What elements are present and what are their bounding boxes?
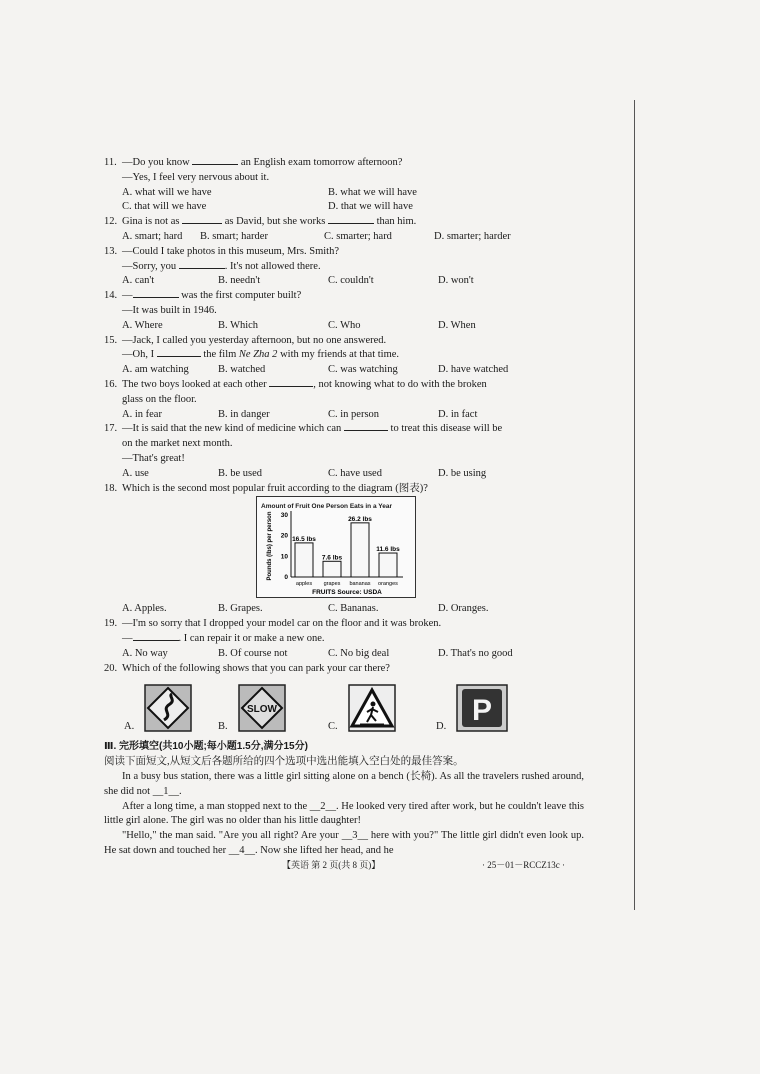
option-a: A. can't xyxy=(122,275,155,287)
sign-option-c xyxy=(328,684,396,738)
option-b: B. Grapes. xyxy=(218,603,263,615)
reply-text: —Sorry, you xyxy=(122,260,179,272)
question-number: 16. xyxy=(104,378,118,390)
option-c: C. have used xyxy=(328,467,382,479)
option-b: B. in danger xyxy=(218,408,270,420)
option-d: D. that we will have xyxy=(328,201,413,213)
option-b: B. smart; harder xyxy=(200,230,268,242)
question-number: 13. xyxy=(104,245,118,257)
data-label: 16.5 lbs xyxy=(292,536,316,544)
answer-blank xyxy=(192,164,238,165)
question-reply xyxy=(104,260,584,275)
question-stem: The two boys looked at each other xyxy=(122,378,270,390)
options-11b xyxy=(104,200,584,215)
option-c: C. Bananas. xyxy=(328,603,379,615)
question-stem: — xyxy=(122,290,133,302)
x-tick-label: grapes xyxy=(323,581,341,588)
slow-sign-text: SLOW xyxy=(247,704,277,716)
reply-text: . It's not allowed there. xyxy=(224,260,321,272)
question-number: 12. xyxy=(104,216,118,228)
option-d: D. That's no good xyxy=(438,647,513,659)
question-19 xyxy=(104,617,584,632)
question-list xyxy=(104,156,584,859)
chart-title: Amount of Fruit One Person Eats in a Year xyxy=(261,503,392,511)
reply-text: . I can repair it or make a new one. xyxy=(178,632,325,644)
question-reply: —Yes, I feel very nervous about it. xyxy=(122,171,270,183)
slow-sign-icon xyxy=(238,684,286,732)
question-stem: Which of the following shows that you can park your car there? xyxy=(122,662,390,674)
bar-apples xyxy=(295,543,313,577)
pedestrian-crossing-sign-icon xyxy=(348,684,396,732)
option-c: C. in person xyxy=(328,408,380,420)
option-b: B. watched xyxy=(218,364,266,376)
question-stem: —Jack, I called you yesterday afternoon, but no one answered. xyxy=(122,334,387,346)
option-c: C. was watching xyxy=(328,364,398,376)
question-stem: to treat this disease will be xyxy=(387,423,503,435)
question-14 xyxy=(104,289,584,304)
reply-text: — xyxy=(122,632,133,644)
option-d: D. have watched xyxy=(438,364,509,376)
question-stem: Which is the second most popular fruit according to the diagram (图表)? xyxy=(122,482,428,494)
question-number: 18. xyxy=(104,482,118,494)
data-label: 7.6 lbs xyxy=(321,554,343,562)
option-d: D. in fact xyxy=(438,408,478,420)
question-stem: than him. xyxy=(373,216,417,228)
bar-grapes xyxy=(323,562,341,578)
option-c: C. No big deal xyxy=(328,647,390,659)
options-14 xyxy=(104,319,584,334)
sign-option-a xyxy=(124,684,192,738)
option-d: D. won't xyxy=(438,275,474,287)
question-number: 19. xyxy=(104,618,118,630)
question-number: 17. xyxy=(104,423,118,435)
option-c: C. couldn't xyxy=(328,275,374,287)
answer-blank xyxy=(133,297,179,298)
sign-option-d xyxy=(436,684,508,738)
option-c: C. that will we have xyxy=(122,201,207,213)
question-stem: —I'm so sorry that I dropped your model car on the floor and it was broken. xyxy=(122,618,442,630)
fruit-bar-chart xyxy=(256,496,416,598)
option-a: A. am watching xyxy=(122,364,189,376)
option-a: A. Where xyxy=(122,319,163,331)
option-d: D. be using xyxy=(438,467,487,479)
question-15 xyxy=(104,334,584,349)
y-axis-label: Pounds (lbs) per person xyxy=(267,511,273,581)
question-stem: an English exam tomorrow afternoon? xyxy=(238,157,403,168)
x-axis-label: FRUITS Source: USDA xyxy=(312,589,382,597)
reply-text: with my friends at that time. xyxy=(277,349,400,361)
x-tick-label: oranges xyxy=(378,581,398,588)
parking-sign-letter: P xyxy=(471,694,493,728)
option-c: C. xyxy=(328,721,338,733)
question-stem: Gina is not as xyxy=(122,216,183,228)
margin-line xyxy=(634,100,635,910)
film-title: Ne Zha 2 xyxy=(238,349,278,361)
question-reply xyxy=(104,632,584,647)
passage-paragraph-1: In a busy bus station, there was a little girl sitting alone on a bench (长椅). As all the travelers rushed around, she did not __1__. xyxy=(104,770,584,797)
option-b: B. what we will have xyxy=(328,186,417,198)
options-13 xyxy=(104,274,584,289)
section-heading: Ⅲ. 完形填空(共10小题;每小题1.5分,满分15分) xyxy=(104,741,308,753)
option-b: B. needn't xyxy=(218,275,261,287)
option-c: C. Who xyxy=(328,319,361,331)
option-d: D. xyxy=(436,721,447,733)
question-stem: —It is said that the new kind of medicine which can xyxy=(122,423,344,435)
question-reply: —It was built in 1946. xyxy=(122,304,217,316)
option-a: A. in fear xyxy=(122,408,162,420)
sign-options xyxy=(104,676,584,740)
options-12 xyxy=(104,230,584,245)
option-b: B. Which xyxy=(218,319,259,331)
option-a: A. xyxy=(124,721,135,733)
option-b: B. xyxy=(218,721,228,733)
answer-blank xyxy=(133,640,179,641)
question-stem: —Could I take photos in this museum, Mrs. Smith? xyxy=(122,245,339,257)
winding-road-sign-icon xyxy=(144,684,192,732)
option-d: D. When xyxy=(438,319,476,331)
chart-canvas xyxy=(257,497,415,597)
sign-option-b xyxy=(218,684,286,738)
question-number: 20. xyxy=(104,662,118,674)
option-b: B. Of course not xyxy=(218,647,288,659)
x-tick-label: bananas xyxy=(349,581,371,588)
answer-blank xyxy=(328,223,374,224)
question-stem-cont: glass on the floor. xyxy=(122,393,197,405)
data-label: 11.6 lbs xyxy=(376,546,400,554)
question-number: 11. xyxy=(104,157,117,168)
bar-bananas xyxy=(351,523,369,577)
data-label: 26.2 lbs xyxy=(348,516,372,524)
y-tick-label: 30 xyxy=(280,512,288,520)
section-instruction: 阅读下面短文,从短文后各题所给的四个选项中选出能填入空白处的最佳答案。 xyxy=(104,756,464,768)
answer-blank xyxy=(182,223,222,224)
options-19 xyxy=(104,647,584,662)
y-tick-label: 20 xyxy=(280,532,288,540)
options-18 xyxy=(104,602,584,617)
passage-paragraph-2: After a long time, a man stopped next to the __2__. He looked very tired after work, but he couldn't leave this little girl alone. The girl was no older than his little daughter! xyxy=(104,800,584,827)
question-stem: —Do you know xyxy=(122,157,193,168)
options-16 xyxy=(104,408,584,423)
question-stem: , not knowing what to do with the broken xyxy=(313,378,487,390)
answer-blank xyxy=(344,430,388,431)
option-a: A. Apples. xyxy=(122,603,167,615)
answer-blank xyxy=(179,268,225,269)
page-number: 【英语 第 2 页(共 8 页)】 xyxy=(282,860,381,870)
question-13 xyxy=(104,245,584,260)
option-a: A. smart; hard xyxy=(122,230,183,242)
answer-blank xyxy=(269,386,313,387)
answer-blank xyxy=(157,356,201,357)
option-b: B. be used xyxy=(218,467,263,479)
exam-code: · 25－01－RCCZ13c · xyxy=(482,860,565,870)
x-tick-label: apples xyxy=(295,581,313,588)
question-reply: —That's great! xyxy=(122,452,185,464)
reply-text: the film xyxy=(200,349,239,361)
reply-text: —Oh, I xyxy=(122,349,157,361)
option-a: A. use xyxy=(122,467,149,479)
options-15 xyxy=(104,363,584,378)
question-16 xyxy=(104,378,584,393)
question-18 xyxy=(104,482,584,497)
question-stem: as David, but she works xyxy=(222,216,328,228)
question-12 xyxy=(104,215,584,230)
question-20 xyxy=(104,662,584,677)
parking-sign-icon xyxy=(456,684,508,732)
question-reply xyxy=(104,348,584,363)
options-17 xyxy=(104,467,584,482)
option-d: D. Oranges. xyxy=(438,603,489,615)
question-number: 15. xyxy=(104,334,118,346)
y-tick-label: 10 xyxy=(280,553,288,561)
bar-oranges xyxy=(379,553,397,577)
question-11 xyxy=(104,156,584,171)
question-stem-cont: on the market next month. xyxy=(122,438,233,450)
option-d: D. smarter; harder xyxy=(434,230,511,242)
options-11 xyxy=(104,186,584,201)
option-a: A. No way xyxy=(122,647,168,659)
question-number: 14. xyxy=(104,290,118,302)
question-17 xyxy=(104,422,584,437)
option-a: A. what will we have xyxy=(122,186,212,198)
y-tick-label: 0 xyxy=(284,574,288,582)
option-c: C. smarter; hard xyxy=(324,230,392,242)
passage-paragraph-3: "Hello," the man said. "Are you all right? Are your __3__ here with you?" The little girl didn't even look up. He sat down and touched her __4__. Now she lifted her head, and he xyxy=(104,830,584,856)
question-stem: was the first computer built? xyxy=(178,290,302,302)
